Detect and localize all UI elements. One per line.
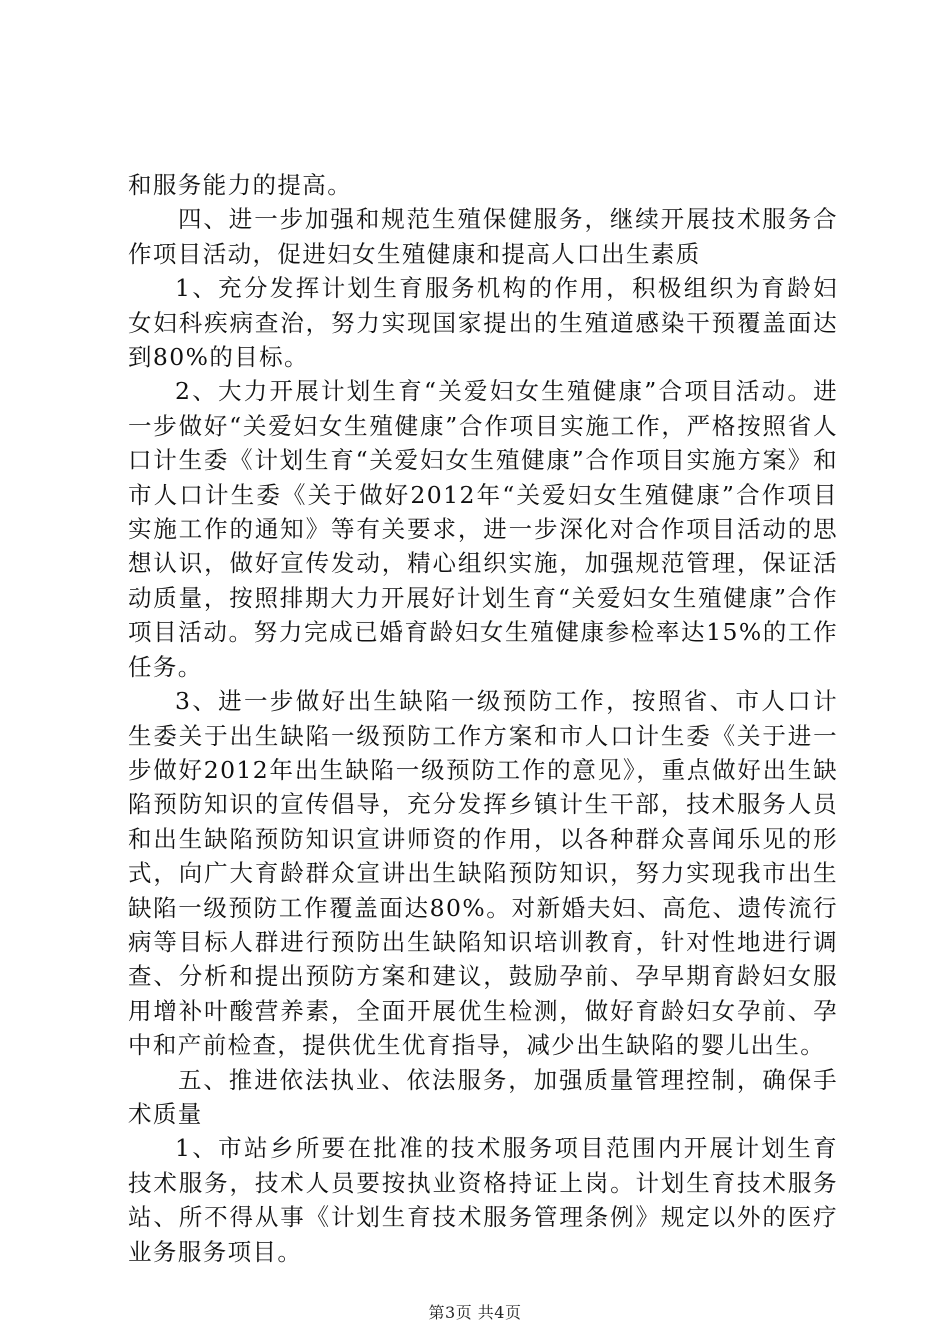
page-number-footer: 第3页 共4页 — [428, 1303, 522, 1322]
document-body — [128, 168, 838, 1269]
section-heading-four: 四、进一步加强和规范生殖保健服务，继续开展技术服务合作项目活动，促进妇女生殖健康和提高人口出生素质 — [128, 205, 838, 268]
section-heading-five: 五、推进依法执业、依法服务，加强质量管理控制，确保手术质量 — [128, 1065, 838, 1128]
paragraph-continuation: 和服务能力的提高。 — [128, 171, 353, 199]
paragraph-item-1: 1、充分发挥计划生育服务机构的作用，积极组织为育龄妇女妇科疾病查治，努力实现国家提出的生殖道感染干预覆盖面达到80%的目标。 — [128, 274, 838, 372]
paragraph-item-1b: 1、市站乡所要在批准的技术服务项目范围内开展计划生育技术服务，技术人员要按执业资格持证上岗。计划生育技术服务站、所不得从事《计划生育技术服务管理条例》规定以外的医疗业务服务项目。 — [128, 1134, 838, 1266]
paragraph-item-2: 2、大力开展计划生育“关爱妇女生殖健康”合项目活动。进一步做好“关爱妇女生殖健康”合作项目实施工作，严格按照省人口计生委《计划生育“关爱妇女生殖健康”合作项目实施方案》和市人口计生委《关于做好2012年“关爱妇女生殖健康”合作项目实施工作的通知》等有关要求，进一步深化对合作项目活动的思想认识，做好宣传发动，精心组织实施，加强规范管理，保证活动质量，按照排期大力开展好计划生育“关爱妇女生殖健康”合作项目活动。努力完成已婚育龄妇女生殖健康参检率达15%的工作任务。 — [128, 377, 838, 681]
paragraph-item-3: 3、进一步做好出生缺陷一级预防工作，按照省、市人口计生委关于出生缺陷一级预防工作方案和市人口计生委《关于进一步做好2012年出生缺陷一级预防工作的意见》，重点做好出生缺陷预防知识的宣传倡导，充分发挥乡镇计生干部，技术服务人员和出生缺陷预防知识宣讲师资的作用，以各种群众喜闻乐见的形式，向广大育龄群众宣讲出生缺陷预防知识，努力实现我市出生缺陷一级预防工作覆盖面达80%。对新婚夫妇、高危、遗传流行病等目标人群进行预防出生缺陷知识培训教育，针对性地进行调查、分析和提出预防方案和建议，鼓励孕前、孕早期育龄妇女服用增补叶酸营养素，全面开展优生检测，做好育龄妇女孕前、孕中和产前检查，提供优生优育指导，减少出生缺陷的婴儿出生。 — [128, 687, 838, 1060]
